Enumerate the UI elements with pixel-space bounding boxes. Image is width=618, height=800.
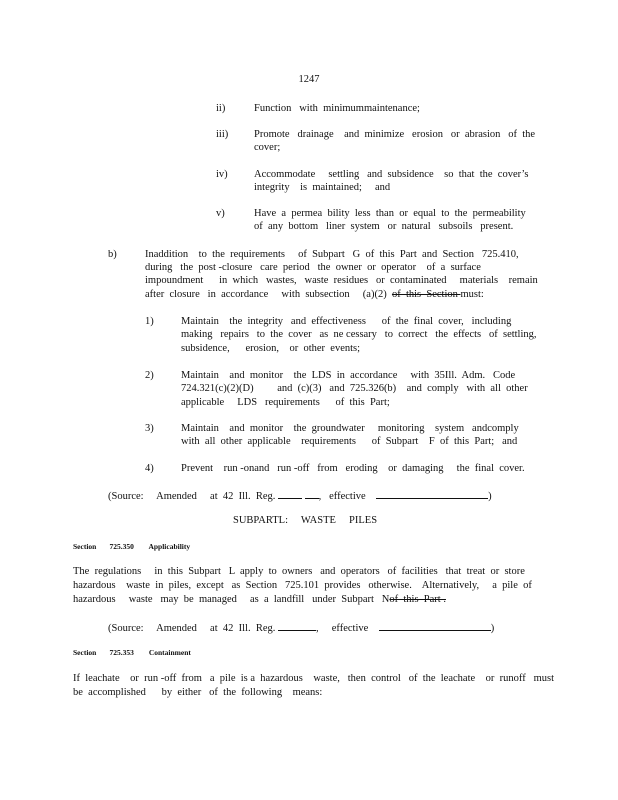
section-number: 725.350: [109, 542, 134, 551]
para-353-line: be accomplished by either of the following means:: [73, 687, 323, 698]
reg-blank: [278, 620, 316, 631]
b-item-text: Maintain and monitor the LDS in accordance with 35Ill. Adm. Code: [181, 370, 516, 381]
section-word: Section: [73, 542, 97, 551]
sub-item-text: cover;: [254, 142, 281, 153]
b-item-text: applicable LDS requirements of this Part;: [181, 397, 390, 408]
source-prefix: (Source: Amended at 42 Ill. Reg.: [108, 623, 276, 634]
source-close: ): [490, 623, 495, 634]
para-350-line3-text: hazardous waste may be managed as a landfill under Subpart N: [73, 594, 390, 605]
para-b-line4-text: after closure in accordance with subsection (a)(2): [145, 289, 392, 300]
section-heading: [73, 648, 191, 657]
source-comma: ,: [316, 623, 319, 634]
b-item-text: with all other applicable requirements of Subpart F of this Part; and: [181, 436, 518, 447]
b-item-label: 1): [145, 316, 154, 327]
source-effective: effective: [331, 623, 369, 634]
b-item-text: Maintain the integrity and effectiveness of the final cover, including: [181, 316, 512, 327]
source-prefix: (Source: Amended at 42 Ill. Reg.: [108, 491, 276, 502]
subpart-heading: SUBPARTL: WASTE PILES: [233, 515, 378, 526]
para-353-line: If leachate or run -off from a pile is a hazardous waste, then control of the leachate or runoff must: [73, 673, 554, 684]
source-comma: ,: [318, 491, 322, 502]
sub-item-text: Function with minimummaintenance;: [254, 103, 420, 114]
sub-item-text: of any bottom liner system or natural subsoils present.: [254, 221, 514, 232]
page-number: 1247: [298, 74, 320, 85]
b-item-label: 3): [145, 423, 154, 434]
source-close: ): [488, 491, 492, 502]
reg-page-blank: [305, 488, 319, 499]
sub-item-label: ii): [216, 103, 226, 114]
para-350-line: The regulations in this Subpart L apply to owners and operators of facilities that treat or store: [73, 566, 525, 577]
sub-item-label: iii): [216, 129, 229, 140]
b-item-text: 724.321(c)(2)(D) and (c)(3) and 725.326(b) and comply with all other: [181, 383, 528, 394]
sub-item-text: integrity is maintained; and: [254, 182, 391, 193]
sub-item-text: Have a permea bility less than or equal to the permeability: [254, 208, 526, 219]
sub-item-label: iv): [216, 169, 228, 180]
para-350-line: [73, 593, 446, 607]
para-b-line: impoundment in which wastes, waste residues or contaminated materials remain: [145, 275, 538, 286]
para-b-line: Inaddition to the requirements of Subpart G of this Part and Section 725.410,: [145, 249, 519, 260]
source-note: [108, 620, 494, 636]
section-title: Applicability: [148, 542, 191, 551]
effective-date-blank: [376, 488, 488, 499]
source-effective: effective: [329, 491, 366, 502]
b-item-label: 4): [145, 463, 154, 474]
b-item-text: Maintain and monitor the groundwater monitoring system andcomply: [181, 423, 519, 434]
para-b-line4-end: must:: [460, 289, 484, 300]
para-b-line: during the post -closure care period the owner or operator of a surface: [145, 262, 481, 273]
struck-text: of this Section: [391, 289, 461, 300]
section-title: Containment: [148, 648, 191, 657]
section-word: Section: [73, 648, 97, 657]
section-heading: [73, 542, 190, 551]
effective-date-blank: [379, 620, 491, 631]
sub-item-label: v): [216, 208, 225, 219]
para-350-line: hazardous waste in piles, except as Section 725.101 provides otherwise. Alternatively, a pile of: [73, 580, 532, 591]
struck-text: of this Part .: [389, 594, 446, 605]
b-item-text: Prevent run -onand run -off from eroding or damaging the final cover.: [181, 463, 525, 474]
reg-volume-blank: [278, 488, 302, 499]
section-number: 725.353: [109, 648, 134, 657]
sub-item-text: Accommodate settling and subsidence so that the cover’s: [254, 169, 529, 180]
b-item-label: 2): [145, 370, 154, 381]
source-note: [108, 488, 492, 504]
sub-item-text: Promote drainage and minimize erosion or abrasion of the: [254, 129, 536, 140]
para-b-line: [145, 288, 484, 302]
b-item-text: subsidence, erosion, or other events;: [181, 343, 361, 354]
b-item-text: making repairs to the cover as ne cessary to correct the effects of settling,: [181, 329, 537, 340]
para-b-label: b): [108, 249, 117, 260]
